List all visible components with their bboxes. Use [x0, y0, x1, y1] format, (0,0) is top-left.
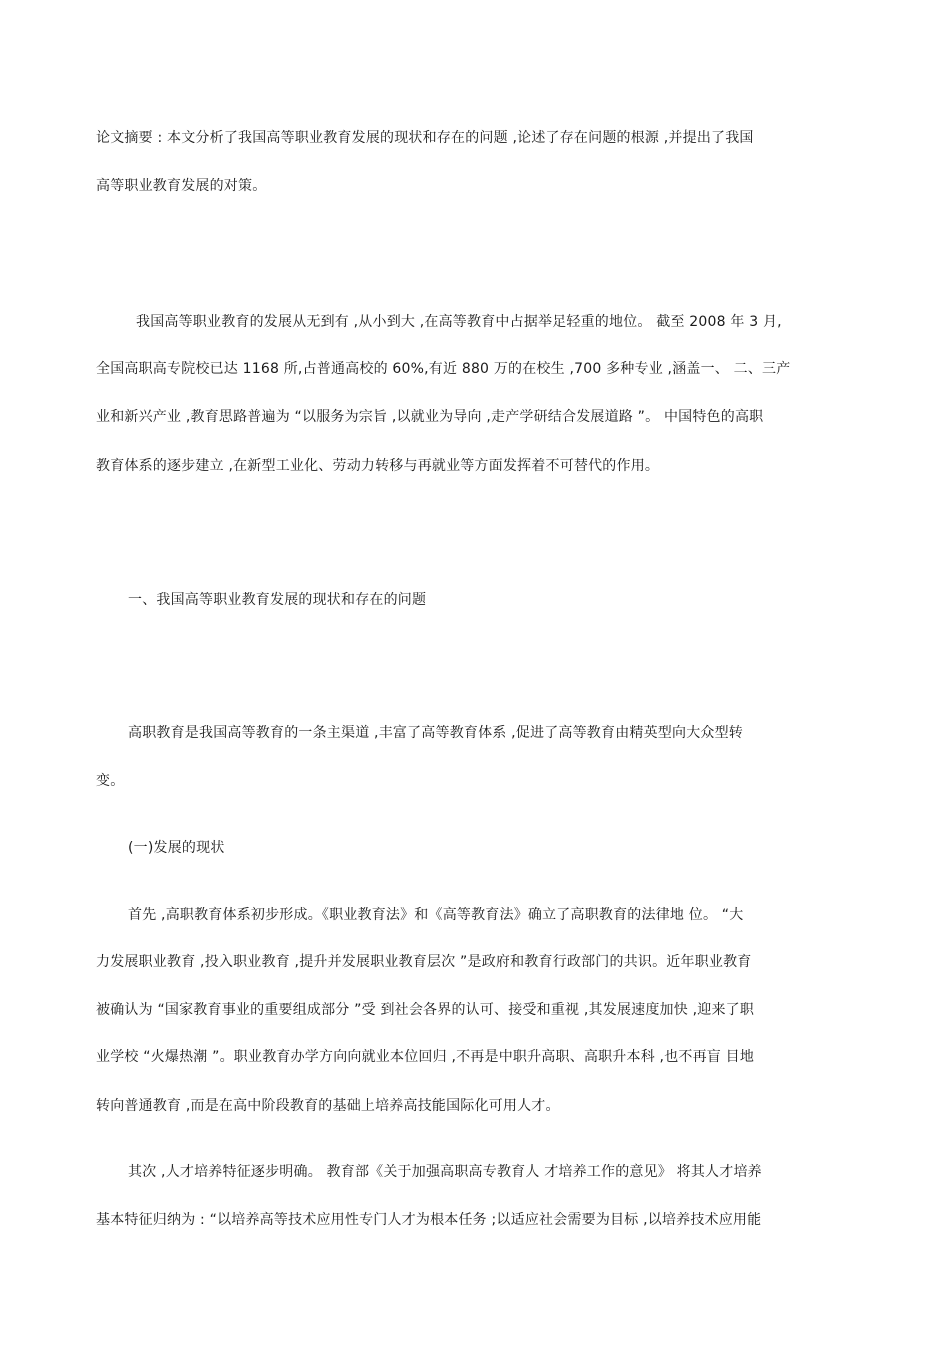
- para-second-line-1: 其次 ,人才培养特征逐步明确。 教育部《关于加强高职高专教育人 才培养工作的意见》 将其人才培养: [128, 1164, 762, 1180]
- intro-line-4: 教育体系的逐步建立 ,在新型工业化、劳动力转移与再就业等方面发挥着不可替代的作用。: [96, 458, 660, 474]
- abstract-line-2: 高等职业教育发展的对策。: [96, 178, 267, 194]
- para-second-line-2: 基本特征归纳为 : “以培养高等技术应用性专门人才为根本任务 ;以适应社会需要为目标 ,以培养技术应用能: [96, 1212, 762, 1228]
- intro-line-3: 业和新兴产业 ,教育思路普遍为 “以服务为宗旨 ,以就业为导向 ,走产学研结合发展道路 ”。 中国特色的高职: [96, 409, 764, 425]
- para-first-line-5: 转向普通教育 ,而是在高中阶段教育的基础上培养高技能国际化可用人才。: [96, 1098, 560, 1114]
- section-1-para-line-2: 变。: [96, 773, 125, 789]
- section-1-para-line-1: 高职教育是我国高等教育的一条主渠道 ,丰富了高等教育体系 ,促进了高等教育由精英型向大众型转: [128, 725, 743, 741]
- para-first-line-4: 业学校 “火爆热潮 ”。职业教育办学方向向就业本位回归 ,不再是中职升高职、高职升本科 ,也不再盲 目地: [96, 1049, 755, 1065]
- abstract-line-1: 论文摘要 : 本文分析了我国高等职业教育发展的现状和存在的问题 ,论述了存在问题的根源 ,并提出了我国: [96, 130, 754, 146]
- intro-line-2: 全国高职高专院校已达 1168 所,占普通高校的 60%,有近 880 万的在校生 ,700 多种专业 ,涵盖一、 二、三产: [96, 361, 791, 377]
- intro-line-1: 我国高等职业教育的发展从无到有 ,从小到大 ,在高等教育中占据举足轻重的地位。 截至 2008 年 3 月,: [136, 314, 782, 330]
- section-1-heading: 一、我国高等职业教育发展的现状和存在的问题: [128, 592, 427, 608]
- para-first-line-3: 被确认为 “国家教育事业的重要组成部分 ”受 到社会各界的认可、接受和重视 ,其发展速度加快 ,迎来了职: [96, 1002, 755, 1018]
- para-first-line-2: 力发展职业教育 ,投入职业教育 ,提升并发展职业教育层次 ”是政府和教育行政部门的共识。近年职业教育: [96, 954, 752, 970]
- para-first-line-1: 首先 ,高职教育体系初步形成。《职业教育法》和《高等教育法》确立了高职教育的法律地 位。 “大: [128, 907, 744, 923]
- subsection-1-heading: (一)发展的现状: [128, 840, 225, 856]
